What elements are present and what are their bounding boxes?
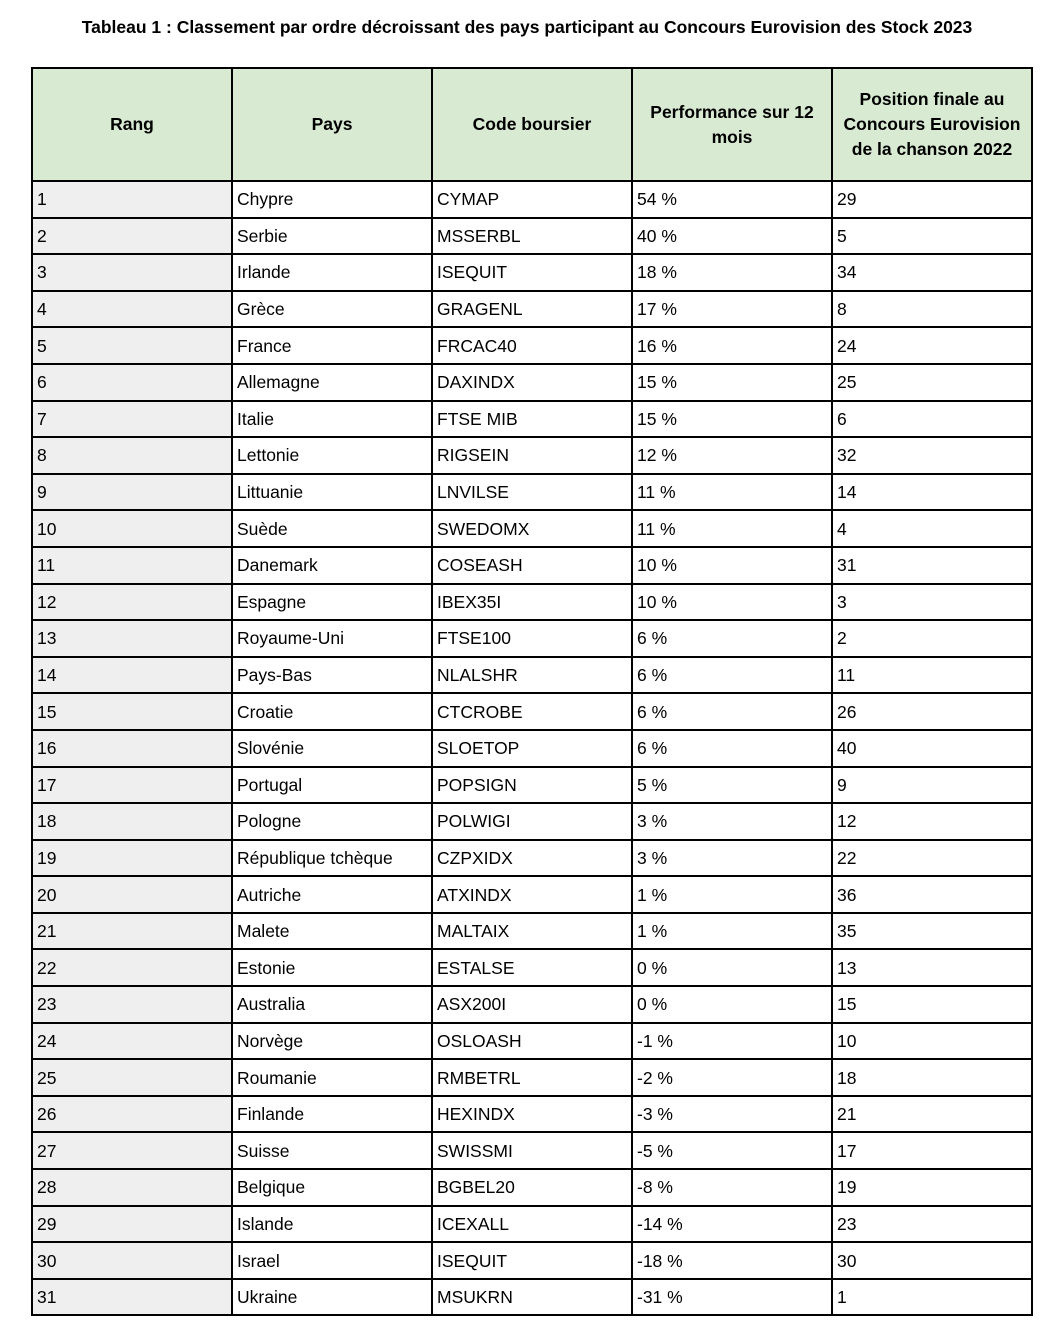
country-cell: Italie: [232, 401, 432, 438]
performance-cell: 54 %: [632, 181, 832, 218]
performance-cell: 10 %: [632, 547, 832, 584]
table-row: [32, 1023, 1032, 1060]
country-cell: Australia: [232, 986, 432, 1023]
rank-cell: 24: [32, 1023, 232, 1060]
ticker-cell: FTSE100: [432, 620, 632, 657]
ticker-cell: RIGSEIN: [432, 437, 632, 474]
country-cell: Suisse: [232, 1132, 432, 1169]
performance-cell: -8 %: [632, 1169, 832, 1206]
performance-cell: -3 %: [632, 1096, 832, 1133]
rank-cell: 8: [32, 437, 232, 474]
position-cell: 11: [832, 657, 1032, 694]
country-cell: Danemark: [232, 547, 432, 584]
position-cell: 8: [832, 291, 1032, 328]
performance-cell: 3 %: [632, 840, 832, 877]
rank-cell: 29: [32, 1206, 232, 1243]
position-cell: 25: [832, 364, 1032, 401]
ticker-cell: ASX200I: [432, 986, 632, 1023]
country-cell: Chypre: [232, 181, 432, 218]
country-cell: Suède: [232, 510, 432, 547]
rank-cell: 15: [32, 693, 232, 730]
rank-cell: 5: [32, 327, 232, 364]
position-cell: 10: [832, 1023, 1032, 1060]
country-cell: Slovénie: [232, 730, 432, 767]
position-cell: 31: [832, 547, 1032, 584]
rank-cell: 3: [32, 254, 232, 291]
rank-cell: 1: [32, 181, 232, 218]
table-row: [32, 620, 1032, 657]
table-row: [32, 437, 1032, 474]
ticker-cell: ISEQUIT: [432, 1242, 632, 1279]
country-cell: Grèce: [232, 291, 432, 328]
ticker-cell: RMBETRL: [432, 1059, 632, 1096]
rank-cell: 26: [32, 1096, 232, 1133]
country-cell: Autriche: [232, 876, 432, 913]
country-cell: France: [232, 327, 432, 364]
position-cell: 4: [832, 510, 1032, 547]
column-header-position-finale: Position finale au Concours Eurovision de la chanson 2022: [832, 68, 1032, 181]
ticker-cell: SLOETOP: [432, 730, 632, 767]
table-row: [32, 913, 1032, 950]
rank-cell: 14: [32, 657, 232, 694]
rank-cell: 21: [32, 913, 232, 950]
column-header-rang: Rang: [32, 68, 232, 181]
performance-cell: -2 %: [632, 1059, 832, 1096]
performance-cell: 0 %: [632, 949, 832, 986]
performance-cell: 0 %: [632, 986, 832, 1023]
table-row: [32, 474, 1032, 511]
performance-cell: 10 %: [632, 584, 832, 621]
country-cell: Israel: [232, 1242, 432, 1279]
performance-cell: 15 %: [632, 364, 832, 401]
table-row: [32, 254, 1032, 291]
ticker-cell: ESTALSE: [432, 949, 632, 986]
ticker-cell: CTCROBE: [432, 693, 632, 730]
table-row: [32, 1279, 1032, 1316]
ticker-cell: DAXINDX: [432, 364, 632, 401]
ticker-cell: NLALSHR: [432, 657, 632, 694]
position-cell: 12: [832, 803, 1032, 840]
rank-cell: 23: [32, 986, 232, 1023]
table-row: [32, 949, 1032, 986]
country-cell: Norvège: [232, 1023, 432, 1060]
position-cell: 6: [832, 401, 1032, 438]
country-cell: Croatie: [232, 693, 432, 730]
performance-cell: -5 %: [632, 1132, 832, 1169]
table-row: [32, 1059, 1032, 1096]
rank-cell: 11: [32, 547, 232, 584]
rank-cell: 19: [32, 840, 232, 877]
table-row: [32, 1206, 1032, 1243]
column-header-code-boursier: Code boursier: [432, 68, 632, 181]
ticker-cell: MSUKRN: [432, 1279, 632, 1316]
performance-cell: 1 %: [632, 913, 832, 950]
ticker-cell: CZPXIDX: [432, 840, 632, 877]
country-cell: Portugal: [232, 767, 432, 804]
position-cell: 17: [832, 1132, 1032, 1169]
country-cell: Serbie: [232, 218, 432, 255]
country-cell: Irlande: [232, 254, 432, 291]
ticker-cell: MALTAIX: [432, 913, 632, 950]
position-cell: 14: [832, 474, 1032, 511]
position-cell: 13: [832, 949, 1032, 986]
performance-cell: 6 %: [632, 620, 832, 657]
country-cell: Allemagne: [232, 364, 432, 401]
column-header-pays: Pays: [232, 68, 432, 181]
rank-cell: 27: [32, 1132, 232, 1169]
rank-cell: 4: [32, 291, 232, 328]
position-cell: 26: [832, 693, 1032, 730]
table-row: [32, 1132, 1032, 1169]
header-row: [32, 68, 1032, 181]
table-row: [32, 803, 1032, 840]
position-cell: 32: [832, 437, 1032, 474]
table-caption: Tableau 1 : Classement par ordre décroissant des pays participant au Concours Eurovision des Stock 2023: [81, 17, 973, 37]
table-row: [32, 218, 1032, 255]
performance-cell: 40 %: [632, 218, 832, 255]
position-cell: 1: [832, 1279, 1032, 1316]
ticker-cell: MSSERBL: [432, 218, 632, 255]
ticker-cell: FTSE MIB: [432, 401, 632, 438]
ticker-cell: OSLOASH: [432, 1023, 632, 1060]
country-cell: Royaume-Uni: [232, 620, 432, 657]
rank-cell: 31: [32, 1279, 232, 1316]
country-cell: République tchèque: [232, 840, 432, 877]
table-row: [32, 876, 1032, 913]
position-cell: 35: [832, 913, 1032, 950]
performance-cell: 6 %: [632, 693, 832, 730]
table-row: [32, 657, 1032, 694]
position-cell: 19: [832, 1169, 1032, 1206]
ticker-cell: FRCAC40: [432, 327, 632, 364]
table-row: [32, 291, 1032, 328]
country-cell: Espagne: [232, 584, 432, 621]
performance-cell: 11 %: [632, 510, 832, 547]
ticker-cell: ISEQUIT: [432, 254, 632, 291]
position-cell: 30: [832, 1242, 1032, 1279]
country-cell: Pologne: [232, 803, 432, 840]
rank-cell: 7: [32, 401, 232, 438]
rank-cell: 30: [32, 1242, 232, 1279]
country-cell: Lettonie: [232, 437, 432, 474]
table-row: [32, 986, 1032, 1023]
rank-cell: 18: [32, 803, 232, 840]
position-cell: 34: [832, 254, 1032, 291]
table-row: [32, 693, 1032, 730]
ticker-cell: ICEXALL: [432, 1206, 632, 1243]
country-cell: Islande: [232, 1206, 432, 1243]
rank-cell: 25: [32, 1059, 232, 1096]
country-cell: Ukraine: [232, 1279, 432, 1316]
table-row: [32, 1169, 1032, 1206]
performance-cell: 17 %: [632, 291, 832, 328]
position-cell: 29: [832, 181, 1032, 218]
position-cell: 3: [832, 584, 1032, 621]
rank-cell: 9: [32, 474, 232, 511]
ticker-cell: BGBEL20: [432, 1169, 632, 1206]
country-cell: Pays-Bas: [232, 657, 432, 694]
position-cell: 36: [832, 876, 1032, 913]
performance-cell: 1 %: [632, 876, 832, 913]
position-cell: 40: [832, 730, 1032, 767]
country-cell: Finlande: [232, 1096, 432, 1133]
position-cell: 5: [832, 218, 1032, 255]
ranking-table: [31, 67, 1033, 1316]
performance-cell: 15 %: [632, 401, 832, 438]
performance-cell: 5 %: [632, 767, 832, 804]
performance-cell: 18 %: [632, 254, 832, 291]
performance-cell: -1 %: [632, 1023, 832, 1060]
position-cell: 15: [832, 986, 1032, 1023]
table-row: [32, 401, 1032, 438]
rank-cell: 10: [32, 510, 232, 547]
country-cell: Malete: [232, 913, 432, 950]
performance-cell: 6 %: [632, 657, 832, 694]
country-cell: Belgique: [232, 1169, 432, 1206]
ticker-cell: CYMAP: [432, 181, 632, 218]
rank-cell: 22: [32, 949, 232, 986]
table-row: [32, 730, 1032, 767]
table-row: [32, 767, 1032, 804]
rank-cell: 2: [32, 218, 232, 255]
country-cell: Roumanie: [232, 1059, 432, 1096]
table-header: [32, 68, 1032, 181]
ticker-cell: HEXINDX: [432, 1096, 632, 1133]
performance-cell: 16 %: [632, 327, 832, 364]
table-body: [32, 181, 1032, 1315]
rank-cell: 17: [32, 767, 232, 804]
rank-cell: 20: [32, 876, 232, 913]
position-cell: 23: [832, 1206, 1032, 1243]
performance-cell: 3 %: [632, 803, 832, 840]
ticker-cell: POPSIGN: [432, 767, 632, 804]
performance-cell: 12 %: [632, 437, 832, 474]
table-row: [32, 510, 1032, 547]
ticker-cell: LNVILSE: [432, 474, 632, 511]
ticker-cell: ATXINDX: [432, 876, 632, 913]
position-cell: 18: [832, 1059, 1032, 1096]
position-cell: 21: [832, 1096, 1032, 1133]
performance-cell: 11 %: [632, 474, 832, 511]
table-row: [32, 547, 1032, 584]
performance-cell: -18 %: [632, 1242, 832, 1279]
performance-cell: -14 %: [632, 1206, 832, 1243]
column-header-performance: Performance sur 12 mois: [632, 68, 832, 181]
rank-cell: 12: [32, 584, 232, 621]
country-cell: Littuanie: [232, 474, 432, 511]
table-row: [32, 1242, 1032, 1279]
table-row: [32, 327, 1032, 364]
rank-cell: 28: [32, 1169, 232, 1206]
rank-cell: 16: [32, 730, 232, 767]
ticker-cell: SWEDOMX: [432, 510, 632, 547]
ticker-cell: IBEX35I: [432, 584, 632, 621]
performance-cell: -31 %: [632, 1279, 832, 1316]
performance-cell: 6 %: [632, 730, 832, 767]
position-cell: 9: [832, 767, 1032, 804]
position-cell: 24: [832, 327, 1032, 364]
position-cell: 2: [832, 620, 1032, 657]
table-row: [32, 1096, 1032, 1133]
ticker-cell: SWISSMI: [432, 1132, 632, 1169]
table-row: [32, 181, 1032, 218]
ticker-cell: COSEASH: [432, 547, 632, 584]
rank-cell: 6: [32, 364, 232, 401]
position-cell: 22: [832, 840, 1032, 877]
ticker-cell: POLWIGI: [432, 803, 632, 840]
rank-cell: 13: [32, 620, 232, 657]
ticker-cell: GRAGENL: [432, 291, 632, 328]
table-row: [32, 364, 1032, 401]
table-row: [32, 584, 1032, 621]
table-row: [32, 840, 1032, 877]
country-cell: Estonie: [232, 949, 432, 986]
